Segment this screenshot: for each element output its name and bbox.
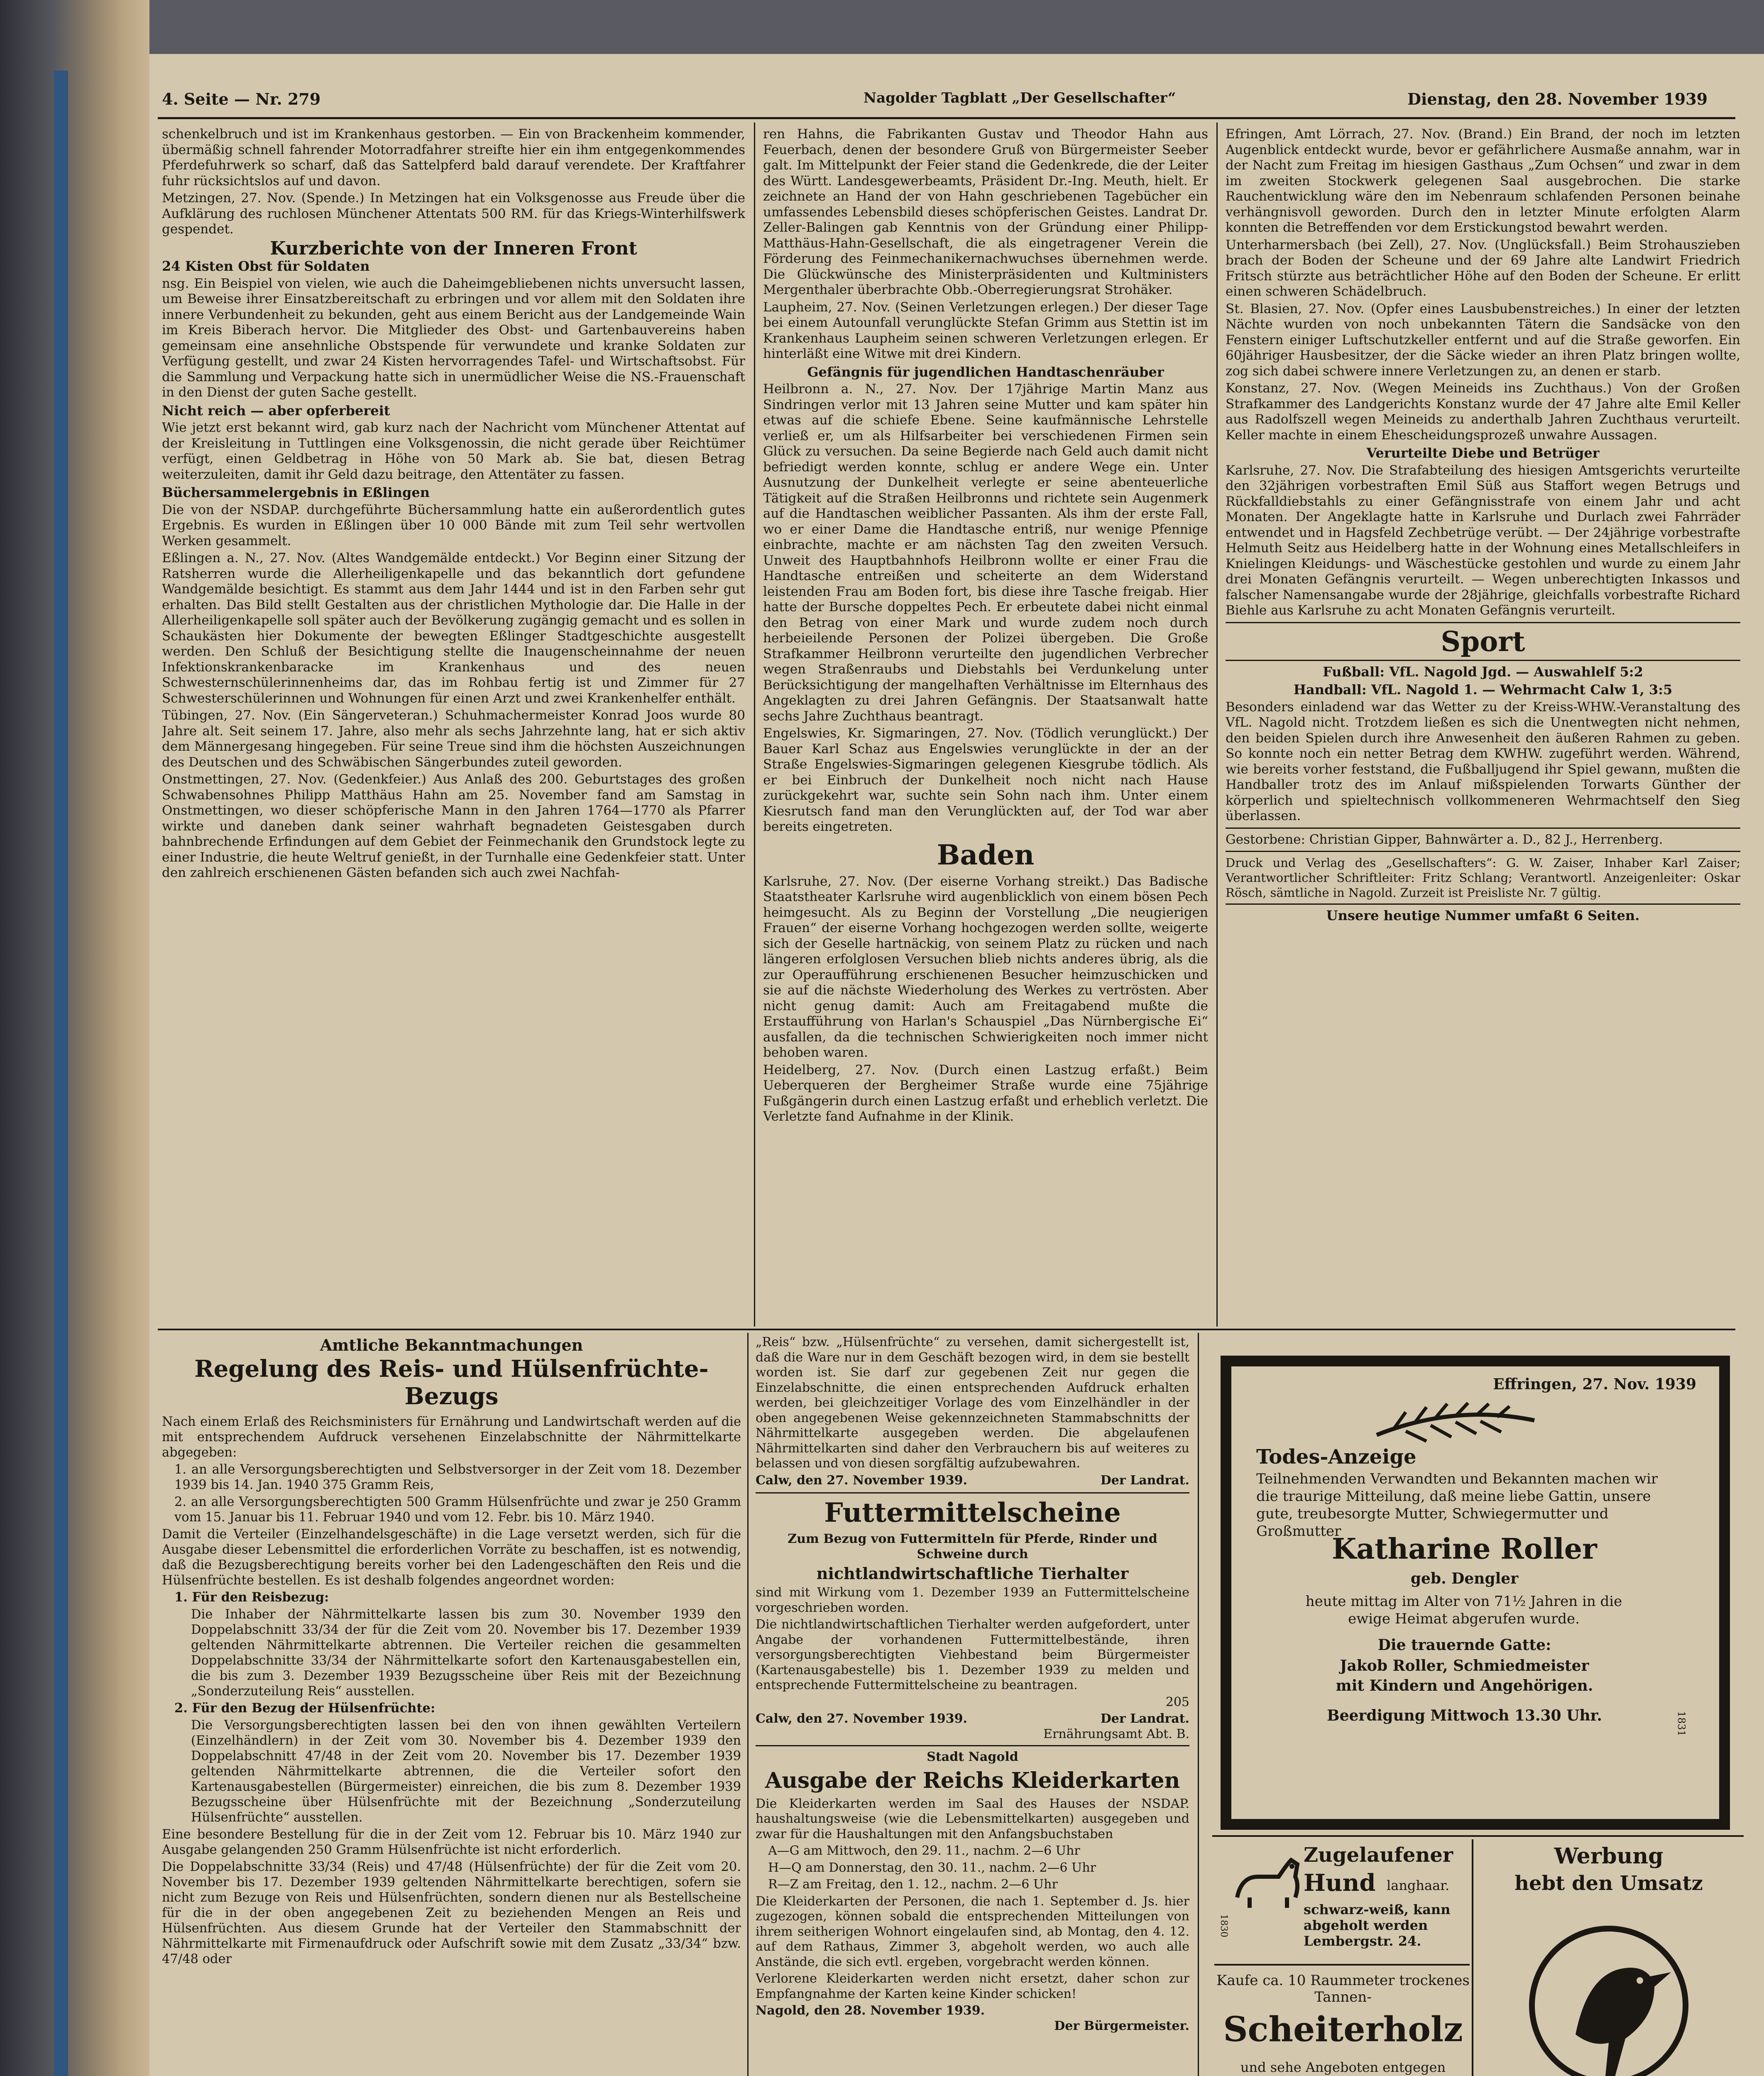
paragraph: „Reis“ bzw. „Hülsenfrüchte“ zu versehen, damit sichergestellt ist, daß die Ware nur in dem Geschäft bezogen wird, in dem sie bestellt worden ist. Sie darf zur gegebenen Zeit nur gegen die Einzelabschnitte, die einen entsprechenden Aufdruck erhalten werden, bei gleichzeitiger Vorlage des vom Einzelhändler in der oben angegebenen Weise gekennzeichneten Stammabschnitts der Nährmittelkarte ausgegeben werden. Die abgelaufenen Nährmittelkarten sind daher den Verbrauchern bis auf weiteres zu belassen und von diesen sorgfältig aufzubewahren. [756,1335,1189,1471]
obituary-notice: Gestorbene: Christian Gipper, Bahnwärter a. D., 82 J., Herrenberg. [1226,832,1663,847]
article: Unterharmersbach (bei Zell), 27. Nov. (Unglücksfall.) Beim Strohauszieben brach der Boden der Scheune und der 69 Jahre alte Landwirt Friedrich Fritsch stürzte aus beträchtlicher Höhe auf den Boden der Scheune. Er erlitt einen schweren Schädelbruch. [1226,237,1740,299]
paragraph: Die nichtlandwirtschaftlichen Tierhalter werden aufgefordert, unter Angabe der vorhandenen Futtermittelbestände, ihren versorgungsberechtigten Viehbestand beim Bürgermeister (Kartenausgabestelle) bis 1. Dezember 1939 zu melden und entsprechende Futtermittelscheine zu beantragen. [756,1617,1189,1692]
schedule-line: A—G am Mittwoch, den 29. 11., nachm. 2—6 Uhr [768,1843,1080,1858]
signature: Der Bürgermeister. [1054,2018,1189,2033]
article: Engelswies, Kr. Sigmaringen, 27. Nov. (Tödlich verunglückt.) Der Bauer Karl Schaz aus Engelswies verunglückte in der an der Straße Engelswies-Sigmaringen gelegenen Kiesgrube tödlich. Als er bei Einbruch der Dunkelheit noch nicht nach Hause zurückgekehrt war, suchte sein Sohn nach ihm. Unter einem Kiesrutsch fand man den Verunglückten auf, der Tod war aber bereits eingetreten. [763,726,1208,834]
paragraph: Nach einem Erlaß des Reichsministers für Ernährung und Landwirtschaft werden auf die mit entsprechendem Aufdruck versehenen Einzelabschnitte der Nährmittelkarte abgegeben: [162,1415,741,1460]
deceased-name: Katharine Roller [1332,1533,1597,1566]
article: Besonders einladend war das Wetter zu der Kreiss-WHW.-Veranstaltung des VfL. Nagold nicht. Trotzdem ließen es sich die Unentwegten nicht nehmen, den beiden Spielen durch ihre Anwesenheit den äußeren Rahmen zu geben. So konnte noch ein netter Betrag dem KWHW. zugeführt werden. Während, wie bereits vorher feststand, die Fußballjugend ihr Spiel gewann, mußten die Handballer trotz des im Anlauf mißspielenden Torwarts Günther der körperlich und spieltechnisch vollkommeneren Wehrmachtself den Sieg überlassen. [1226,699,1740,823]
authority: Stadt Nagold [927,1750,1018,1764]
paragraph: Die Doppelabschnitte 33/34 (Reis) und 47/48 (Hülsenfrüchte) der für die Zeit vom 20. November bis 17. Dezember 1939 geltenden Nährmittelkarte berechtigen, sofern sie nicht zum Bezuge von Reis und Hülsenfrüchten, sondern dienen nur als Bestellscheine für die in der oben angegebenen Zeit zu beziehenden Mengen an Reis und Hülsenfrüchten. Aus diesem Grunde hat der Verteiler den Stammabschnitt der Nährmittelkarte mit Firmenaufdruck oder Aufschrift sowie mit dem Zusatz „33/34“ bzw. 47/48 oder [162,1860,741,1966]
sport-result: Handball: VfL. Nagold 1. — Wehrmacht Calw 1, 3:5 [1293,682,1673,698]
ad-text: Kaufe ca. 10 Raummeter trockenes Tannen- [1216,1972,1470,2005]
official-notice-2 [756,1335,1189,2076]
column-rule [1198,1333,1199,2076]
ad-title: Scheiterholz [1223,2010,1463,2049]
list-item: 2. Für den Bezug der Hülsenfrüchte: [174,1701,435,1716]
article: Konstanz, 27. Nov. (Wegen Meineids ins Zuchthaus.) Von der Großen Strafkammer des Landgerichts Konstanz wurde der 47 Jahre alte Emil Keller aus Radolfszell wegen Meineids zu anderthalb Jahren Zuchthaus verurteilt. Keller machte in einem Ehescheidungsprozeß unwahre Aussagen. [1226,381,1740,443]
paragraph: sind mit Wirkung vom 1. Dezember 1939 an Futtermittelscheine vorgeschrieben worden. [756,1585,1189,1615]
column-rule [747,1333,749,2076]
ad-rule [1212,1835,1744,1837]
newspaper-page [149,54,1764,2076]
article: Wie jetzt erst bekannt wird, gab kurz nach der Nachricht vom Münchener Attentat auf der Kreisleitung in Tuttlingen eine Volksgenossin, die nicht gerade über Reichtümer verfügt, einen Geldbetrag in Höhe von 50 Mark ab. Sie bat, diesen Betrag weiterzuleiten, damit ihr Geld dazu beitrage, den Attentäter zu fassen. [162,420,745,482]
notice-title: Todes-Anzeige [1256,1445,1417,1469]
article: ren Hahns, die Fabrikanten Gustav und Theodor Hahn aus Feuerbach, denen der besondere Gruß von Bürgermeister Seeber galt. Im Mittelpunkt der Feier stand die Gedenkrede, die der Leiter des Württ. Landesgewerbeamts, Präsident Dr.-Ing. Meuth, hielt. Er zeichnete an Hand der von Hahn geschriebenen Tagebücher ein umfassendes Lebensbild dieses schöpferischen Geistes. Landrat Dr. Zeller-Balingen gab Kenntnis von der Gründung einer Philipp-Matthäus-Hahn-Gesellschaft, die als eingetragener Verein die Förderung des Feinmechanikernachwuchses übernehmen werde. Die Glückwünsche des Ministerpräsidenten und Kultministers Mergenthaler überbrachte Obb.-Oberregierungsrat Strohäker. [763,127,1208,297]
article-heading: 24 Kisten Obst für Soldaten [162,258,370,274]
funeral-time: Beerdigung Mittwoch 13.30 Uhr. [1327,1707,1602,1724]
mourner-family: mit Kindern und Angehörigen. [1336,1677,1593,1694]
column-rule [754,122,755,1327]
mourner-name: Jakob Roller, Schmiedmeister [1340,1657,1589,1675]
ad-rule [1214,1964,1470,1966]
notice-text: heute mittag im Alter von 71½ Jahren in die ewige Heimat abgerufen wurde. [1305,1593,1622,1627]
ad-title: Hund [1304,1869,1376,1897]
article: Efringen, Amt Lörrach, 27. Nov. (Brand.) Ein Brand, der noch im letzten Augenblick entdeckt wurde, bevor er gefährlichere Ausmaße annahm, war in der Nacht zum Freitag im hiesigen Gasthaus „Zum Ochsen“ und zwar in dem im zweiten Stockwerk gelegenen Saal ausgebrochen. Die starke Rauchentwicklung wäre den im Nebenraum schlafenden Personen beinahe verhängnisvoll geworden. Durch den in letzter Minute erfolgten Alarm konnten die Betreffenden vor dem Erstickungstod bewahrt werden. [1226,127,1740,235]
paragraph: Die Versorgungsberechtigten lassen bei den von ihnen gewählten Verteilern (Einzelhändlern) in der Zeit vom 30. November bis 4. Dezember 1939 den Doppelabschnitt 47/48 in der Zeit vom 20. November bis 17. Dezember 1939 geltenden Nährmittelkarte abtrennen, die die Verteiler sofort den Kartenausgabestellen (Bürgermeister) einreichen, die bis zum 8. Dezember 1939 Bezugsscheine über Hülsenfrüchte mit der Bezeichnung „Sonderzuteilung Hülsenfrüchte“ ausstellen. [191,1718,741,1825]
article: nsg. Ein Beispiel von vielen, wie auch die Daheimgebliebenen nichts unversucht lassen, um Beweise ihrer Einsatzbereitschaft zu erbringen und vor allem mit den Soldaten ihre innere Verbundenheit zu bekunden, geht aus einem Bericht aus der Landgemeinde Wain im Kreis Biberach hervor. Die Mitglieder des Obst- und Gartenbauvereins haben gemeinsam eine ansehnliche Obstspende für verwundete und kranke Soldaten zur Verfügung gestellt, und zwar 24 Kisten hervorragendes Tafel- und Wirtschaftsobst. Für die Sammlung und Verpackung hatte sich in unermüdlicher Weise die NS.-Frauenschaft in den Dienst der guten Sache gestellt. [162,276,745,400]
article-heading: Verurteilte Diebe und Betrüger [1366,445,1600,461]
sport-box [1226,622,1740,661]
page-date: Dienstag, den 28. November 1939 [1407,90,1708,108]
official-notice-1 [162,1335,741,2076]
notice-title: Ausgabe der Reichs Kleiderkarten [765,1768,1180,1793]
news-column-1 [162,127,745,1327]
article: Onstmettingen, 27. Nov. (Gedenkfeier.) Aus Anlaß des 200. Geburtstages des großen Schwabensohnes Philipp Matthäus Hahn am 25. November fand am Samstag in Onstmettingen, wo dieser schöpferische Mann in den Jahren 1764—1770 als Pfarrer wirkte und daneben dank seiner wahrhaft begnadeten Geistesgaben durch bahnbrechende Erfindungen auf dem Gebiet der Feinmechanik den Grundstock legte zu einer Industrie, die heute Weltruf genießt, in der Turnhalle eine Gedenkfeier statt. Unter den zahlreich erschienenen Gästen befanden sich auch zwei Nachfah- [162,772,745,880]
palm-branch-icon [1368,1395,1543,1445]
section-rule [158,1329,1735,1330]
column-rule [1216,122,1218,1327]
notice-text: Teilnehmenden Verwandten und Bekannten machen wir die traurige Mitteilung, daß meine liebe Gattin, unsere gute, treubesorgte Mutter, Schwiegermutter und Großmutter [1256,1471,1658,1540]
list-item: 1. an alle Versorgungsberechtigten und Selbstversorger in der Zeit vom 18. Dezember 1939 bis 14. Jan. 1940 375 Gramm Reis, [174,1462,741,1492]
firewood-ad [1216,1968,1470,2076]
list-item: 1. Für den Reisbezug: [174,1590,329,1605]
notice-place: Effringen, 27. Nov. 1939 [1493,1376,1696,1393]
paragraph: nichtlandwirtschaftliche Tierhalter [816,1564,1129,1583]
article: Karlsruhe, 27. Nov. Die Strafabteilung des hiesigen Amtsgerichts verurteilte den 32jährigen vorbestraften Emil Süß aus Staffort wegen Betrugs und Rückfalldiebstahls zu einer Gefängnisstrafe von einem Jahr und acht Monaten. Der Angeklagte hatte in Karlsruhe und Durlach zwei Fahrräder entwendet und in Hagsfeld Zechbetrüge verübt. — Der 24jährige vorbestrafte Helmuth Seitz aus Heidelberg hatte in der Wohnung eines Metallschleifers in Knielingen Kleidungs- und Wäschestücke gestohlen und wurde zu einem Jahr drei Monaten Gefängnis verurteilt. — Wegen unberechtigten Inkassos und falscher Namensangabe wurde der 28jährige, gleichfalls vorbestrafte Richard Biehle aus Karlsruhe zu acht Monaten Gefängnis verurteilt. [1226,463,1740,618]
ad-text: schwarz-weiß, kann abgeholt werden Lembergstr. 24. [1304,1902,1451,1949]
ad-text: langhaar. [1387,1878,1450,1893]
paragraph: Die Kleiderkarten der Personen, die nach 1. September d. Js. hier zugezogen, können sobald die entsprechenden Mitteilungen von ihrem seitherigen Wohnort eingelaufen sind, ab Montag, den 4. 12. auf dem Rathaus, Zimmer 3, abgeholt werden, wo auch alle Anstände, die sich evtl. ergeben, vorgebracht werden können. [756,1894,1189,1969]
ad-title: Werbung [1554,1843,1664,1869]
section-heading: Amtliche Bekanntmachungen [320,1336,583,1354]
list-item: 2. an alle Versorgungsberechtigten 500 Gramm Hülsenfrüchte und zwar je 250 Gramm vom 15. Januar bis 11. Februar 1940 und vom 12. Febr. bis 10. März 1940. [174,1495,741,1525]
paragraph: Damit die Verteiler (Einzelhandelsgeschäfte) in die Lage versetzt werden, sich für die Ausgabe dieser Lebensmittel die erforderlichen Vorräte zu beschaffen, ist es notwendig, daß die Bezugsberechtigung bereits vorher bei den Ladengeschäften den Reis und die Hülsenfrüchte bestellen. Es ist deshalb folgendes angeordnet worden: [162,1527,741,1588]
article: schenkelbruch und ist im Krankenhaus gestorben. — Ein von Brackenheim kommender, übermäßig schnell fahrender Motorradfahrer streifte hier ein ihm entgegenkommendes Pferdefuhrwerk so scharf, daß das Sattelpferd bald darauf verendete. Der Kraftfahrer fuhr rücksichtslos auf und davon. [162,127,745,189]
article: Karlsruhe, 27. Nov. (Der eiserne Vorhang streikt.) Das Badische Staatstheater Karlsruhe wird augenblicklich von einem bösen Pech heimgesucht. Als zu Beginn der Vorstellung „Die neugierigen Frauen“ der eiserne Vorhang hochgezogen werden sollte, weigerte sich der Geselle hartnäckig, von seinem Platz zu rücken und nach längeren erfolglosen Versuchen blieb nichts anderes übrig, als die zur Operaufführung erschienenen Besucher heimzuschicken und sie auf die nächste Wiederholung des Werkes zu vertrösten. Aber nicht genug damit: Auch am Freitagabend mußte die Erstaufführung von Harlan's Schauspiel „Das Nürnbergische Ei“ ausfallen, da die technischen Schwierigkeiten noch immer nicht behoben waren. [763,874,1208,1060]
book-binding [0,0,149,2076]
column-rule [1472,1839,1473,2076]
paragraph: Die Inhaber der Nährmittelkarte lassen bis zum 30. November 1939 den Doppelabschnitt 33/34 der für die Zeit vom 20. November bis 17. Dezember 1939 geltenden Nährmittelkarte abtrennen. Die Verteiler reichen die gesammelten Doppelabschnitte 33/34 der Nährmittelkarte sofort den Kartenausgabestellen ein, die bis zum 3. Dezember 1939 Bezugsscheine über Reis mit der Bezeichnung „Sonderzuteilung Reis“ ausstellen. [191,1607,741,1699]
article: Tübingen, 27. Nov. (Ein Sängerveteran.) Schuhmachermeister Konrad Joos wurde 80 Jahre alt. Seit seinem 17. Jahre, also mehr als sechs Jahrzehnte lang, hat er sich aktiv dem Männergesang hingegeben. Für seine Treue sind ihm die höchsten Auszeichnungen des Deutschen und des Schwäbischen Sängerbundes zuteil geworden. [162,708,745,770]
paragraph: Zum Bezug von Futtermitteln für Pferde, Rinder und Schweine durch [788,1532,1157,1562]
ad-code: 1831 [1676,1711,1687,1737]
article: Heidelberg, 27. Nov. (Durch einen Lastzug erfaßt.) Beim Ueberqueren der Bergheimer Straße wurde eine 75jährige Fußgängerin durch einen Lastzug erfaßt und erheblich verletzt. Die Verletzte fand Aufnahme in der Klinik. [763,1062,1208,1124]
sport-result: Fußball: VfL. Nagold Jgd. — Auswahlelf 5:2 [1323,663,1643,680]
lost-dog-ad [1216,1839,1470,1964]
article-heading: Büchersammelergebnis in Eßlingen [162,485,430,500]
paragraph: Verlorene Kleiderkarten werden nicht ersetzt, daher schon zur Empfangnahme der Karten keine Kinder schicken! [756,1971,1189,2001]
news-column-2 [763,127,1208,1327]
section-heading: Baden [937,838,1035,871]
article: Die von der NSDAP. durchgeführte Büchersammlung hatte ein außerordentlich gutes Ergebnis. Es wurden in Eßlingen über 10 000 Bände mit zum Teil sehr wertvollen Werken gesammelt. [162,502,745,548]
ad-code: 205 [1165,1694,1189,1709]
news-column-3 [1226,127,1740,1327]
signature: Der Landrat. [1100,1711,1189,1726]
paragraph: Die Kleiderkarten werden im Saal des Hauses der NSDAP. haushaltungsweise (wie die Lebensmittelkarten) ausgegeben und zwar für die Haushaltungen mit den Anfangsbuchstaben [756,1796,1189,1841]
article-heading: Nicht reich — aber opferbereit [162,402,390,419]
section-heading: Kurzberichte von der Inneren Front [270,237,637,259]
signature-dept: Ernährungsamt Abt. B. [1043,1726,1189,1741]
article: Metzingen, 27. Nov. (Spende.) In Metzingen hat ein Volksgenosse aus Freude über die Aufklärung des ruchlosen Münchener Attentats 500 RM. für das Kriegs-Winterhilfswerk gespendet. [162,191,745,237]
ad-text: und sehe Angeboten entgegen [1240,2059,1446,2075]
notice-title: Futtermittelscheine [824,1497,1121,1528]
maiden-name: geb. Dengler [1410,1570,1519,1587]
section-heading: Sport [1441,625,1525,658]
article: St. Blasien, 27. Nov. (Opfer eines Lausbubenstreiches.) In einer der letzten Nächte wurden von noch unbekannten Tätern die Sandsäcke von den Fenstern einiger Luftschutzkeller entfernt und auf die Straße geworfen. Ein 60jähriger Hausbesitzer, der die Säcke wieder an ihren Platz bringen wollte, zog sich dabei schwere innere Verletzungen zu, an denen er starb. [1226,301,1740,379]
schedule-line: H—Q am Donnerstag, den 30. 11., nachm. 2—6 Uhr [768,1860,1096,1875]
death-notice-ad [1221,1356,1730,1830]
header-rule [158,117,1735,119]
dog-icon [1229,1848,1304,1910]
article: Laupheim, 27. Nov. (Seinen Verletzungen erlegen.) Der dieser Tage bei einem Autounfall verunglückte Stefan Grimm aus Stettin ist im Krankenhaus Laupheim seinen schweren Verletzungen erlegen. Er hinterläßt eine Witwe mit drei Kindern. [763,299,1208,361]
article: Heilbronn a. N., 27. Nov. Der 17jährige Martin Manz aus Sindringen verlor mit 13 Jahren seine Mutter und kam später hin etwas auf die schiefe Ebene. Seine kaufmännische Lehrstelle verließ er, um als Hilfsarbeiter bei verschiedenen Firmen sein Glück zu versuchen. Da seine Begierde nach Geld auch damit nicht befriedigt werden konnte, schlug er andere Wege ein. Unter Ausnutzung der Dunkelheit verlegte er seine abenteuerliche Tätigkeit auf die Straßen Heilbronns und richtete sein Augenmerk auf die Handtaschen weiblicher Passanten. Als ihm der erste Fall, wo er einer Dame die Handtasche entriß, nur wenige Pfennige einbrachte, machte er am nächsten Tag den zweiten Versuch. Unweit des Hauptbahnhofs Heilbronn wollte er einer Frau die Handtasche entreißen und scheiterte an dem Widerstand leistenden Frau am Boden fort, bis diese ihre Tasche freigab. Hier hatte der Bursche doppeltes Pech. Er erbeutete dabei nicht einmal den Betrag von einer Mark und wurde zudem noch durch herbeieilende Personen der Polizei übergeben. Die Große Strafkammer Heilbronn verurteilte den jugendlichen Verbrecher wegen Straßenraubs und Diebstahls bei Verdunkelung unter Berücksichtigung der mangelhaften Verhältnisse im Elternhaus des Angeklagten zu drei Jahren Gefängnis. Der Staatsanwalt hatte sechs Jahre Zuchthaus beantragt. [763,382,1208,724]
signature: Der Landrat. [1100,1473,1189,1488]
ad-title: Zugelaufener [1304,1843,1453,1867]
paragraph: Eine besondere Bestellung für die in der Zeit vom 12. Februar bis 10. März 1940 zur Ausgabe gelangenden 250 Gramm Hülsenfrüchte ist nicht erforderlich. [162,1827,741,1857]
imprint: Druck und Verlag des „Gesellschafters“: G. W. Zaiser, Inhaber Karl Zaiser; Verantwortlicher Schriftleiter: Fritz Schlang; Verantwortl. Anzeigenleiter: Oskar Rösch, sämtliche in Nagold. Zurzeit ist Preisliste Nr. 7 gültig. [1226,856,1740,900]
signature-place: Nagold, den 28. November 1939. [756,2003,985,2018]
ad-code: 1830 [1218,1914,1229,1937]
signature-place: Calw, den 27. November 1939. [756,1473,967,1488]
page-number: 4. Seite — Nr. 279 [162,90,321,108]
notice-title: Regelung des Reis- und Hülsenfrüchte-Bezugs [194,1355,709,1410]
article-heading: Gefängnis für jugendlichen Handtaschenräuber [807,364,1164,380]
masthead: Nagolder Tagblatt „Der Gesellschafter“ [864,90,1176,106]
binding-ribbon [54,71,68,2076]
raven-logo-icon [1505,1910,1713,2076]
page-count-note: Unsere heutige Nummer umfaßt 6 Seiten. [1326,908,1640,923]
signature-place: Calw, den 27. November 1939. [756,1711,967,1726]
mourners-label: Die trauernde Gatte: [1377,1636,1551,1654]
loba-ad [1476,1839,1742,2076]
ad-title: hebt den Umsatz [1514,1872,1703,1895]
schedule-line: R—Z am Freitag, den 1. 12., nachm. 2—6 Uhr [768,1877,1058,1892]
article: Eßlingen a. N., 27. Nov. (Altes Wandgemälde entdeckt.) Vor Beginn einer Sitzung der Ratsherren wurde die Allerheiligenkapelle und das bekanntlich dort gefundene Wandgemälde besichtigt. Es stammt aus dem Jahr 1444 und ist in den Farben sehr gut erhalten. Das Bild stellt Gestalten aus der christlichen Mythologie dar. Die Halle in der Allerheiligenkapelle soll später auch der Bevölkerung zugängig gemacht und es sollen in Schaukästen hier Dokumente der bewegten Eßlinger Stadtgeschichte ausgestellt werden. Den Schluß der Besichtigung stellte die Inaugenscheinnahme der neuen Infektionskrankenbaracke im Krankenhaus und des neuen Schwesternschülerinnenheims dar, das im Rohbau fertig ist und Zimmer für 27 Schwesterschülerinnen und Wohnungen für einen Arzt und zwei Krankenhelfer enthält. [162,551,745,706]
